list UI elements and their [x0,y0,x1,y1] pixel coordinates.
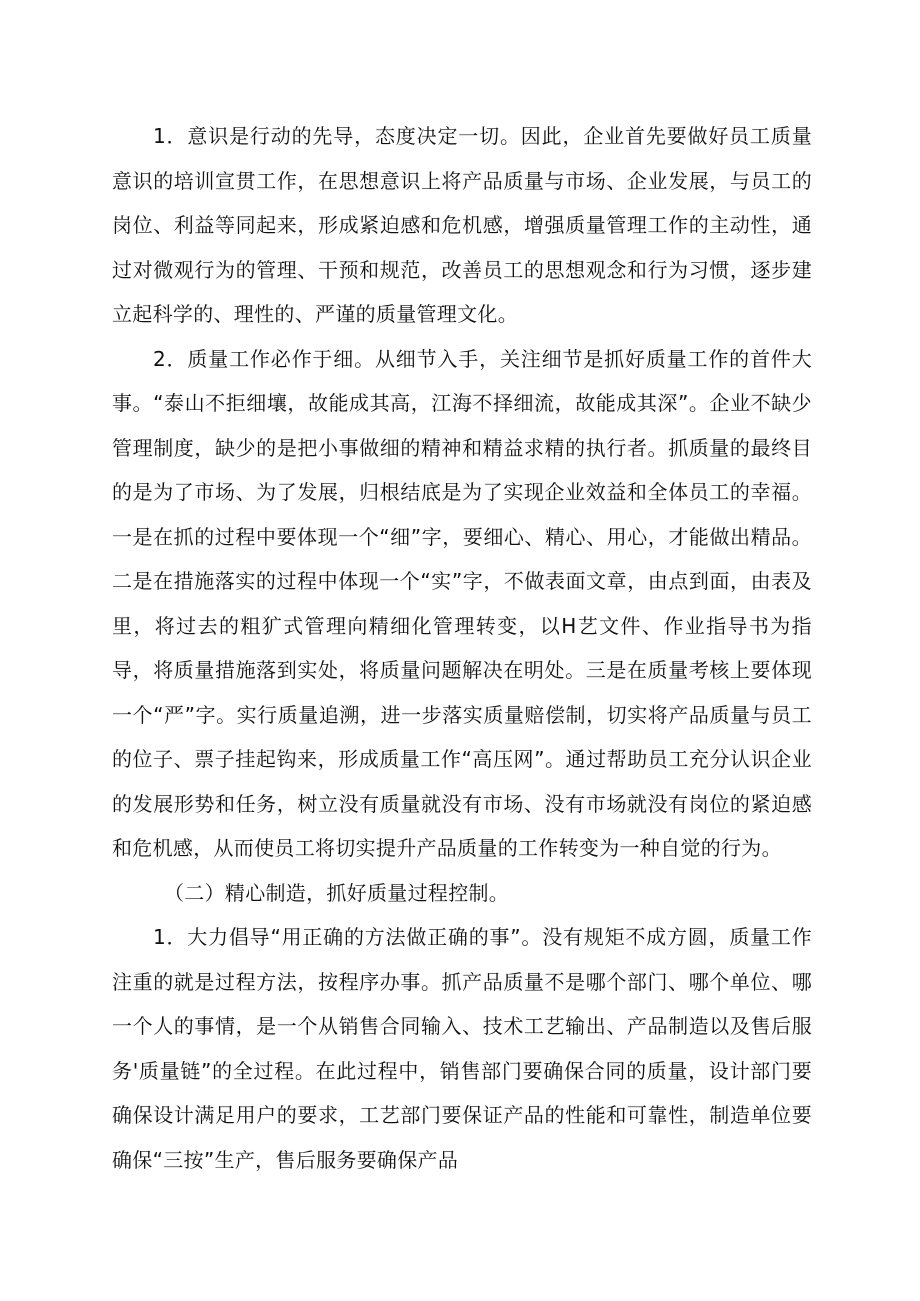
document-body [112,114,812,1182]
section-heading: （二）精心制造，抓好质量过程控制。 [164,880,510,905]
paragraph-quality-detail: 2．质量工作必作于细。从细节入手，关注细节是抓好质量工作的首件大事。“泰山不拒细壤，故能成其高，江海不择细流，故能成其深”。企业不缺少管理制度，缺少的是把小事做细的精神和精益求精的执行者。抓质量的最终目的是为了市场、为了发展，归根结底是为了实现企业效益和全体员工的幸福。一是在抓的过程中要体现一个“细”字，要细心、精心、用心，才能做出精品。二是在措施落实的过程中体现一个“实”字，不做表面文章，由点到面，由表及里，将过去的粗犷式管理向精细化管理转变，以H艺文件、作业指导书为指导，将质量措施落到实处，将质量问题解决在明处。三是在质量考核上要体现一个“严”字。实行质量追溯，进一步落实质量赔偿制，切实将产品质量与员工的位子、票子挂起钩来，形成质量工作“高压网”。通过帮助员工充分认识企业的发展形势和任务，树立没有质量就没有市场、没有市场就没有岗位的紧迫感和危机感，从而使员工将切实提升产品质量的工作转变为一种自觉的行为。 [112,346,812,860]
paragraph-correct-method: 1．大力倡导“用正确的方法做正确的事”。没有规矩不成方圆，质量工作注重的就是过程方法，按程序办事。抓产品质量不是哪个部门、哪个单位、哪一个人的事情，是一个从销售合同输入、技术工艺输出、产品制造以及售后服务'质量链”的全过程。在此过程中，销售部门要确保合同的质量，设计部门要确保设计满足用户的要求，工艺部门要保证产品的性能和可靠性，制造单位要确保“三按”生产，售后服务要确保产品 [112,925,812,1172]
paragraph-quality-awareness: 1．意识是行动的先导，态度决定一切。因此，企业首先要做好员工质量意识的培训宣贯工作，在思想意识上将产品质量与市场、企业发展，与员工的岗位、利益等同起来，形成紧迫感和危机感，增强质量管理工作的主动性，通过对微观行为的管理、干预和规范，改善员工的思想观念和行为习惯，逐步建立起科学的、理性的、严谨的质量管理文化。 [112,124,812,326]
